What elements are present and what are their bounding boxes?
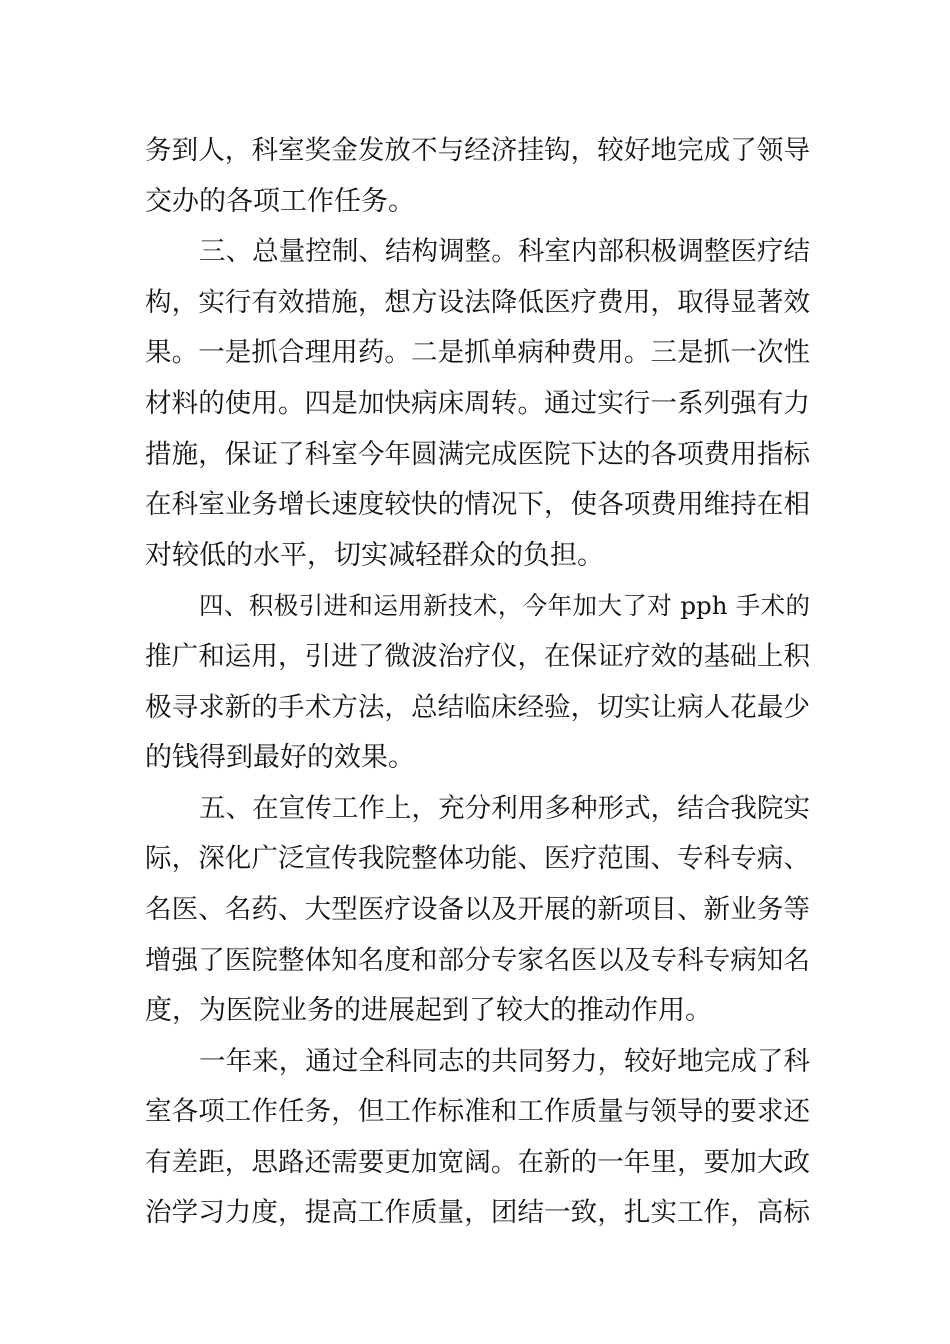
text-line: 措施，保证了科室今年圆满完成医院下达的各项费用指标 [145, 438, 810, 470]
text-line: 的钱得到最好的效果。 [145, 742, 415, 774]
paragraph-first-line: 四、积极引进和运用新技术，今年加大了对 pph 手术的 [199, 591, 810, 621]
paragraph-first-line: 一年来，通过全科同志的共同努力，较好地完成了科 [199, 1045, 810, 1077]
text-line: 室各项工作任务，但工作标准和工作质量与领导的要求还 [145, 1096, 810, 1128]
text-line: 果。一是抓合理用药。二是抓单病种费用。三是抓一次性 [145, 337, 810, 369]
text-line: 交办的各项工作任务。 [145, 185, 415, 217]
text-line: 在科室业务增长速度较快的情况下，使各项费用维持在相 [145, 489, 810, 521]
document-body [145, 126, 810, 1239]
text-line: 际，深化广泛宣传我院整体功能、医疗范围、专科专病、 [145, 843, 810, 875]
text-line: 名医、名药、大型医疗设备以及开展的新项目、新业务等 [145, 893, 810, 925]
text-line: 度，为医院业务的进展起到了较大的推动作用。 [145, 995, 712, 1027]
text-line: 增强了医院整体知名度和部分专家名医以及专科专病知名 [145, 944, 810, 976]
text-line: 推广和运用，引进了微波治疗仪，在保证疗效的基础上积 [145, 640, 810, 672]
text-line: 极寻求新的手术方法，总结临床经验，切实让病人花最少 [145, 691, 810, 723]
paragraph-first-line: 三、总量控制、结构调整。科室内部积极调整医疗结 [199, 236, 810, 268]
text-line: 构，实行有效措施，想方设法降低医疗费用，取得显著效 [145, 286, 810, 318]
text-line: 有差距，思路还需要更加宽阔。在新的一年里，要加大政 [145, 1146, 810, 1178]
text-line: 对较低的水平，切实减轻群众的负担。 [145, 539, 604, 571]
text-line: 治学习力度，提高工作质量，团结一致，扎实工作，高标 [145, 1197, 810, 1229]
text-line: 务到人，科室奖金发放不与经济挂钩，较好地完成了领导 [145, 135, 810, 166]
text-line: 材料的使用。四是加快病床周转。通过实行一系列强有力 [145, 387, 810, 419]
paragraph-first-line: 五、在宣传工作上，充分利用多种形式，结合我院实 [199, 792, 810, 824]
